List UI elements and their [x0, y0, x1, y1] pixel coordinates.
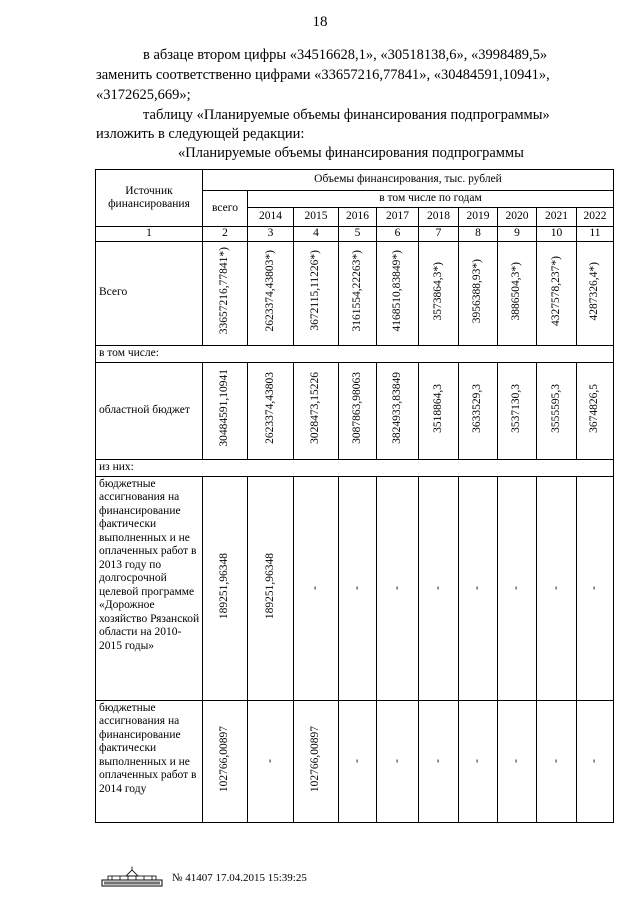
header-year: 2015 — [294, 208, 339, 227]
value-cell: - — [459, 476, 498, 700]
table-row-total — [96, 241, 614, 345]
table-row-alloc-2014 — [96, 700, 614, 822]
stamp-text: № 41407 17.04.2015 15:39:25 — [172, 872, 307, 884]
page-number: 18 — [312, 14, 328, 30]
row-label-alloc-2014: бюджетные ассигнования на финансирование фактически выполненных и не оплаченных работ в 2014 году — [96, 700, 203, 822]
value-cell: 3161554,22263*) — [339, 241, 377, 345]
header-year: 2017 — [377, 208, 419, 227]
header-total: всего — [203, 191, 248, 227]
column-number: 3 — [248, 227, 294, 242]
value-cell: 3674826,5 — [577, 362, 614, 459]
value-cell: 189251,96348 — [248, 476, 294, 700]
table-row-of-which — [96, 459, 614, 476]
section-label-of-which: из них: — [96, 459, 614, 476]
header-volumes: Объемы финансирования, тыс. рублей — [203, 170, 614, 191]
paragraph-line-3: «3172625,669»; — [96, 87, 191, 103]
value-cell: - — [294, 476, 339, 700]
value-cell: - — [498, 700, 537, 822]
table-title: «Планируемые объемы финансирования подпрограммы — [178, 145, 524, 161]
value-cell: - — [537, 476, 577, 700]
paragraph-line-2: заменить соответственно цифрами «33657216,77841», «30484591,10941», — [96, 67, 550, 83]
value-cell: - — [377, 476, 419, 700]
value-cell: 3824933,83849 — [377, 362, 419, 459]
column-number: 6 — [377, 227, 419, 242]
table-row-regional — [96, 362, 614, 459]
value-cell: 4287326,4*) — [577, 241, 614, 345]
value-cell: 3956388,93*) — [459, 241, 498, 345]
value-cell: - — [248, 700, 294, 822]
header-year: 2019 — [459, 208, 498, 227]
value-cell: 3633529,3 — [459, 362, 498, 459]
value-cell: 3886504,3*) — [498, 241, 537, 345]
financing-table — [95, 169, 614, 823]
paragraph-line-4: таблицу «Планируемые объемы финансирования подпрограммы» — [143, 107, 550, 123]
registry-emblem-icon — [100, 866, 164, 888]
value-cell: 3028473,15226 — [294, 362, 339, 459]
value-cell: 3087863,98063 — [339, 362, 377, 459]
value-cell: 2623374,43803 — [248, 362, 294, 459]
value-cell: 3537130,3 — [498, 362, 537, 459]
value-cell: 3672115,11226*) — [294, 241, 339, 345]
paragraph-line-1: в абзаце втором цифры «34516628,1», «30518138,6», «3998489,5» — [143, 47, 548, 63]
row-label-alloc-2013: бюджетные ассигнования на финансирование фактически выполненных и не оплаченных работ в 2013 году по долгосрочной целевой программе «Дорожное хозяйство Рязанской области на 2010-2015 годы» — [96, 476, 203, 700]
value-cell: - — [537, 700, 577, 822]
header-source: Источник финансирования — [96, 170, 203, 227]
paragraph-line-5: изложить в следующей редакции: — [96, 126, 305, 142]
value-cell: - — [577, 476, 614, 700]
column-number: 1 — [96, 227, 203, 242]
header-by-years: в том числе по годам — [248, 191, 614, 208]
column-number: 5 — [339, 227, 377, 242]
value-cell: 4168510,83849*) — [377, 241, 419, 345]
value-cell: - — [339, 476, 377, 700]
value-cell: 4327578,237*) — [537, 241, 577, 345]
column-number: 2 — [203, 227, 248, 242]
value-cell: - — [577, 700, 614, 822]
value-cell: - — [377, 700, 419, 822]
table-row-alloc-2013 — [96, 476, 614, 700]
header-year: 2021 — [537, 208, 577, 227]
table-row-including — [96, 345, 614, 362]
header-year: 2014 — [248, 208, 294, 227]
column-number: 10 — [537, 227, 577, 242]
value-cell: 102766,00897 — [203, 700, 248, 822]
value-cell: 189251,96348 — [203, 476, 248, 700]
column-number: 11 — [577, 227, 614, 242]
value-cell: 3555595,3 — [537, 362, 577, 459]
value-cell: 3573864,3*) — [419, 241, 459, 345]
value-cell: 33657216,77841*) — [203, 241, 248, 345]
value-cell: - — [459, 700, 498, 822]
value-cell: 102766,00897 — [294, 700, 339, 822]
value-cell: 30484591,10941 — [203, 362, 248, 459]
row-label-regional: областной бюджет — [96, 362, 203, 459]
header-year: 2018 — [419, 208, 459, 227]
column-number: 7 — [419, 227, 459, 242]
header-year: 2020 — [498, 208, 537, 227]
value-cell: - — [419, 700, 459, 822]
value-cell: - — [498, 476, 537, 700]
row-label-total: Всего — [96, 241, 203, 345]
value-cell: 2623374,43803*) — [248, 241, 294, 345]
value-cell: - — [339, 700, 377, 822]
header-year: 2016 — [339, 208, 377, 227]
section-label-including: в том числе: — [96, 345, 614, 362]
column-number: 9 — [498, 227, 537, 242]
header-year: 2022 — [577, 208, 614, 227]
value-cell: - — [419, 476, 459, 700]
column-number: 4 — [294, 227, 339, 242]
column-number: 8 — [459, 227, 498, 242]
value-cell: 3518864,3 — [419, 362, 459, 459]
